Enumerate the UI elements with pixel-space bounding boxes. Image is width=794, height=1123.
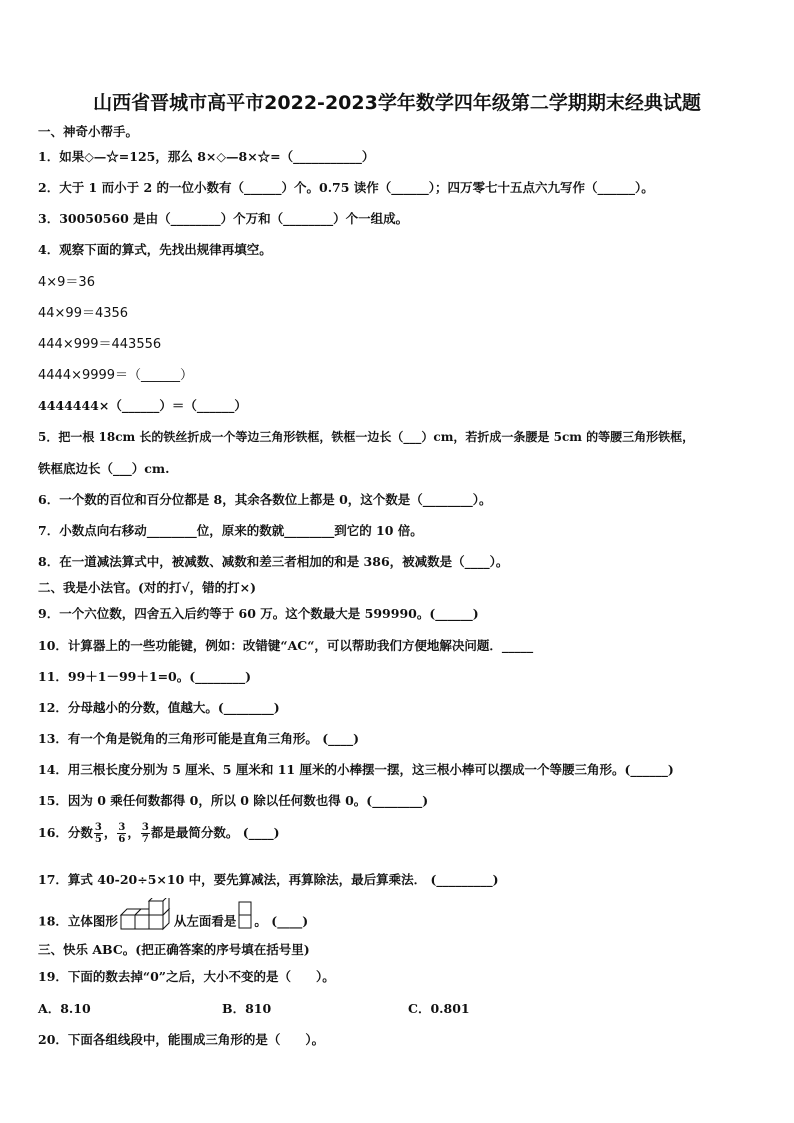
q19-option-b: B．810 bbox=[222, 1001, 272, 1016]
fraction-numerator: 3 bbox=[94, 822, 102, 833]
fraction-denominator: 6 bbox=[118, 834, 126, 845]
question-4: 4．观察下面的算式，先找出规律再填空。 bbox=[38, 242, 272, 257]
left-view-squares bbox=[238, 901, 252, 929]
q18-suffix: 。 (____) bbox=[254, 913, 309, 929]
question-17: 17．算式 40-20÷5×10 中，要先算减法，再算除法，最后算乘法． (_________) bbox=[38, 872, 499, 887]
question-6: 6．一个数的百位和百分位都是 8，其余各数位上都是 0，这个数是（________）。 bbox=[38, 492, 492, 507]
question-2: 2．大于 1 而小于 2 的一位小数有（______）个。0.75 读作（______）；四万零七十五点六九写作（______）。 bbox=[38, 180, 654, 195]
question-12: 12．分母越小的分数，值越大。(________) bbox=[38, 700, 280, 715]
question-14: 14．用三根长度分别为 5 厘米、5 厘米和 11 厘米的小棒摆一摆，这三根小棒可以摆成一个等腰三角形。(______) bbox=[38, 762, 674, 777]
fraction-denominator: 5 bbox=[94, 834, 102, 845]
fraction-3-6 bbox=[117, 822, 126, 845]
fraction-3-5 bbox=[94, 822, 103, 845]
fraction-numerator: 3 bbox=[141, 822, 149, 833]
fraction-numerator: 3 bbox=[118, 822, 126, 833]
question-5-line-2: 铁框底边长（___）cm. bbox=[38, 461, 170, 476]
q19-option-c: C．0.801 bbox=[408, 1001, 470, 1016]
left-view-image bbox=[238, 901, 252, 943]
question-13: 13．有一个角是锐角的三角形可能是直角三角形。 (____) bbox=[38, 731, 360, 746]
fraction-3-7 bbox=[141, 822, 150, 845]
question-7: 7．小数点向右移动________位，原来的数就________到它的 10 倍。 bbox=[38, 523, 423, 538]
question-5-line-1: 5．把一根 18cm 长的铁丝折成一个等边三角形铁框，铁框一边长（___）cm，若折成一条腰是 5cm 的等腰三角形铁框， bbox=[38, 430, 695, 444]
question-8: 8．在一道减法算式中，被减数、减数和差三者相加的和是 386，被减数是（____）。 bbox=[38, 554, 509, 569]
cubes-figure bbox=[120, 898, 172, 932]
question-9: 9．一个六位数，四舍五入后约等于 60 万。这个数最大是 599990。(______) bbox=[38, 606, 479, 621]
q16-separator: ， bbox=[103, 825, 117, 840]
page-title: 山西省晋城市高平市2022-2023学年数学四年级第二学期期末经典试题 bbox=[93, 92, 701, 114]
fraction-denominator: 7 bbox=[141, 834, 149, 845]
question-3: 3．30050560 是由（________）个万和（________）个一组成。 bbox=[38, 211, 409, 226]
section-2-heading: 二、我是小法官。(对的打√，错的打×) bbox=[38, 580, 257, 595]
q16-prefix: 16．分数 bbox=[38, 825, 93, 840]
question-16 bbox=[38, 820, 280, 846]
section-3-heading: 三、快乐 ABC。(把正确答案的序号填在括号里) bbox=[38, 942, 310, 957]
q4-line-2: 44×99＝4356 bbox=[38, 306, 129, 321]
question-19: 19．下面的数去掉“0”之后，大小不变的是（ ）。 bbox=[38, 969, 335, 984]
question-11: 11．99＋1－99＋1=0。(________) bbox=[38, 669, 252, 684]
q18-prefix: 18．立体图形 bbox=[38, 913, 118, 929]
question-1: 1．如果◇—☆=125，那么 8×◇—8×☆=（___________） bbox=[38, 149, 375, 164]
q16-separator: ， bbox=[127, 825, 140, 840]
question-15: 15．因为 0 乘任何数都得 0，所以 0 除以任何数也得 0。(________) bbox=[38, 793, 429, 808]
q16-suffix: 都是最简分数。 (____) bbox=[150, 825, 280, 840]
q4-line-5: 4444444×（______）＝（______） bbox=[38, 398, 247, 413]
question-18 bbox=[38, 898, 308, 946]
q19-option-a: A．8.10 bbox=[38, 1001, 91, 1016]
q18-middle: 从左面看是 bbox=[173, 913, 237, 929]
q4-line-4: 4444×9999＝（______） bbox=[38, 368, 194, 383]
section-1-heading: 一、神奇小帮手。 bbox=[38, 124, 139, 139]
q4-line-1: 4×9＝36 bbox=[38, 275, 95, 290]
solid-figure-image bbox=[120, 898, 172, 946]
q19-options bbox=[38, 999, 470, 1017]
q4-line-3: 444×999＝443556 bbox=[38, 337, 162, 352]
question-10: 10．计算器上的一些功能键，例如：改错键“AC“，可以帮助我们方便地解决问题．_____ bbox=[38, 638, 534, 653]
question-20: 20．下面各组线段中，能围成三角形的是（ ）。 bbox=[38, 1032, 325, 1047]
